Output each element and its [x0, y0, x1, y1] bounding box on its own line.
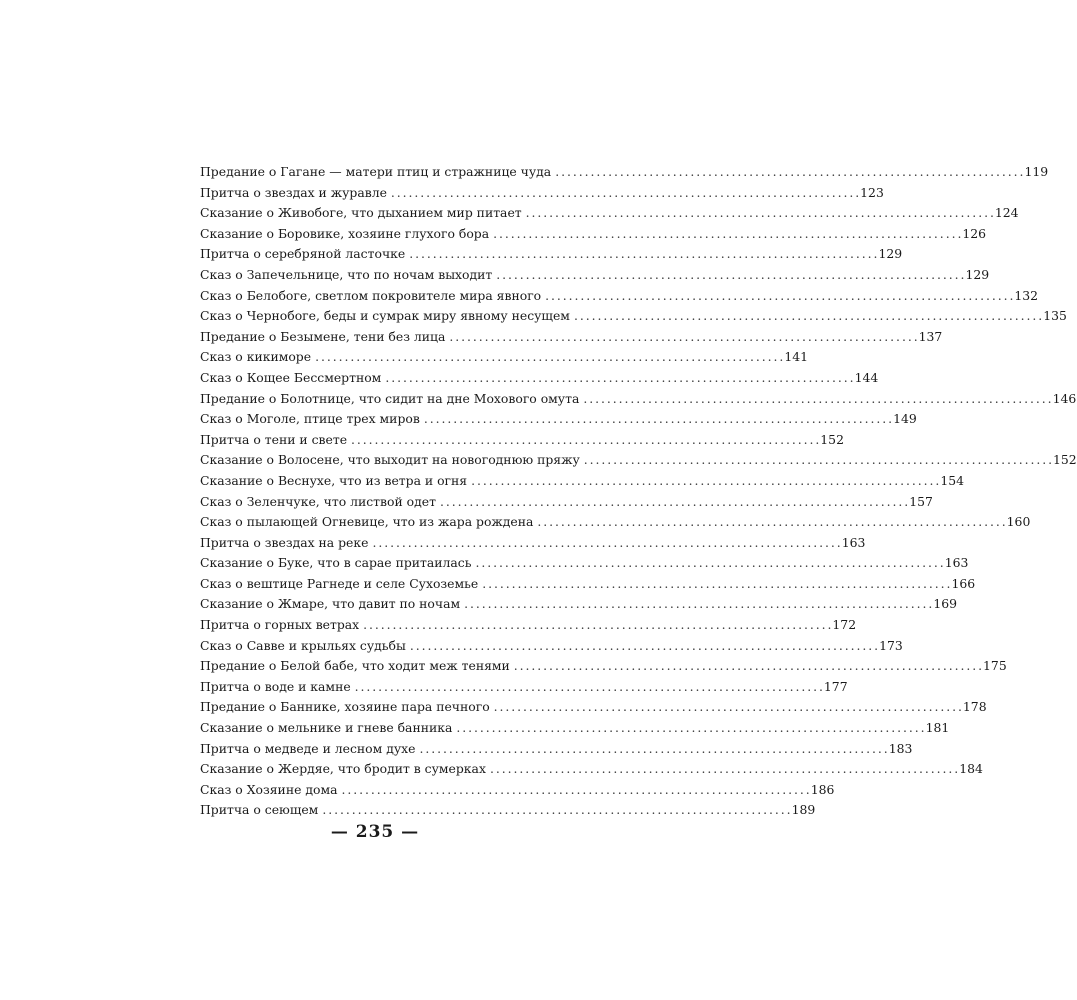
toc-entry-page: 173	[879, 637, 903, 653]
toc-entry-title: Предание о Болотнице, что сидит на дне Мохового омута	[200, 390, 580, 406]
dot-leader	[583, 389, 1050, 410]
toc-entry-title: Сказ о Хозяине дома	[200, 781, 338, 797]
toc-entry-title: Сказание о Жмаре, что давит по ночам	[200, 596, 461, 612]
toc-entry	[200, 203, 1019, 224]
toc-entry-title: Сказание о Буке, что в сарае притаилась	[200, 555, 472, 571]
toc-entry	[200, 286, 1039, 307]
dot-leader	[424, 409, 891, 430]
toc-entry-title: Притча о сеющем	[200, 802, 319, 818]
toc-entry	[200, 183, 884, 204]
toc-entry-page: 172	[832, 617, 857, 633]
toc-entry	[200, 800, 816, 821]
dot-leader	[391, 183, 858, 204]
toc-entry-title: Сказание о мельнике и гневе банника	[200, 720, 453, 736]
toc-entry-page: 141	[784, 349, 808, 365]
toc-entry	[200, 450, 1077, 471]
page-number: — 235 —	[330, 822, 420, 842]
toc-entry	[200, 697, 987, 718]
dot-leader	[464, 594, 931, 615]
toc-entry-title: Сказ о кикиморе	[200, 349, 312, 365]
toc-entry-page: 186	[810, 781, 835, 797]
toc-entry-page: 184	[959, 761, 983, 777]
dot-leader	[555, 162, 1022, 183]
toc-entry-page: 119	[1024, 164, 1049, 179]
toc-entry-title: Сказ о Зеленчуке, что листвой одет	[200, 493, 436, 509]
dot-leader	[351, 430, 818, 451]
toc-entry-page: 183	[888, 740, 913, 756]
dot-leader	[385, 368, 852, 389]
toc-entry	[200, 739, 913, 760]
dot-leader	[322, 800, 789, 821]
toc-entry	[200, 780, 835, 801]
toc-entry	[200, 430, 844, 451]
dot-leader	[584, 450, 1051, 471]
toc-entry-page: 123	[860, 184, 884, 200]
toc-entry-page: 144	[854, 369, 879, 385]
toc-entry-title: Притча о горных ветрах	[200, 617, 360, 633]
toc-entry-page: 181	[925, 720, 950, 736]
dot-leader	[409, 244, 876, 265]
toc-entry	[200, 553, 969, 574]
toc-entry-page: 163	[841, 534, 866, 550]
dot-leader	[482, 574, 949, 595]
toc-entry	[200, 471, 965, 492]
dot-leader	[574, 306, 1041, 327]
toc-entry-page: 154	[940, 472, 965, 488]
toc-entry	[200, 574, 976, 595]
dot-leader	[419, 739, 886, 760]
dot-leader	[363, 615, 830, 636]
dot-leader	[514, 656, 981, 677]
toc-entry-page: 137	[918, 328, 943, 344]
toc-entry-page: 129	[965, 266, 990, 282]
dot-leader	[537, 512, 1004, 533]
toc-entry-page: 169	[933, 596, 958, 612]
toc-entry-page: 126	[962, 225, 987, 241]
toc-entry-title: Сказ о Моголе, птице трех миров	[200, 411, 420, 427]
dot-leader	[526, 203, 993, 224]
dot-leader	[494, 697, 961, 718]
toc-entry-title: Притча о тени и свете	[200, 431, 348, 447]
dot-leader	[355, 677, 822, 698]
toc-entry-page: 177	[823, 678, 848, 694]
toc-entry	[200, 636, 903, 657]
dot-leader	[449, 327, 916, 348]
toc-entry	[200, 265, 990, 286]
toc-entry	[200, 162, 1049, 183]
toc-entry-page: 175	[983, 658, 1007, 674]
dot-leader	[440, 492, 907, 513]
toc-entry-title: Сказ о Запечельнице, что по ночам выходит	[200, 266, 493, 282]
dot-leader	[545, 286, 1012, 307]
toc-entry-page: 166	[951, 575, 976, 591]
toc-entry	[200, 533, 866, 554]
toc-entry-title: Сказ о вештице Рагнеде и селе Сухоземье	[200, 575, 479, 591]
toc-entry	[200, 244, 903, 265]
toc-entry-title: Сказание о Живобоге, что дыханием мир питает	[200, 205, 522, 221]
toc-entry-title: Сказ о Савве и крыльях судьбы	[200, 637, 406, 653]
dot-leader	[490, 759, 957, 780]
dot-leader	[456, 718, 923, 739]
toc-entry-title: Сказ о пылающей Огневице, что из жара рождена	[200, 514, 534, 530]
dot-leader	[496, 265, 963, 286]
toc-entry-page: 149	[893, 411, 917, 427]
toc-entry-title: Притча о медведе и лесном духе	[200, 740, 416, 756]
toc-entry-title: Сказ о Кощее Бессмертном	[200, 369, 382, 385]
toc-entry-title: Предание о Гагане — матери птиц и стражнице чуда	[200, 164, 552, 179]
toc-entry-title: Сказание о Жердяе, что бродит в сумерках	[200, 761, 486, 777]
toc-entry-title: Сказ о Белобоге, светлом покровителе мира явного	[200, 287, 542, 303]
dot-leader	[372, 533, 839, 554]
toc-entry	[200, 615, 857, 636]
toc-entry	[200, 759, 983, 780]
toc-entry-page: 163	[944, 555, 969, 571]
toc-entry	[200, 594, 958, 615]
toc-entry	[200, 327, 943, 348]
toc-entry-page: 178	[962, 699, 987, 715]
toc-entry-title: Притча о звездах и журавле	[200, 184, 387, 200]
dot-leader	[341, 780, 808, 801]
toc-entry-title: Сказ о Чернобоге, беды и сумрак миру явному несущем	[200, 308, 570, 324]
toc-entry-title: Притча о серебряной ласточке	[200, 246, 406, 262]
toc-entry-page: 124	[994, 205, 1019, 221]
dot-leader	[410, 636, 877, 657]
toc-entry	[200, 306, 1067, 327]
toc-entry-page: 146	[1052, 390, 1077, 406]
toc-entry-title: Предание о Безымене, тени без лица	[200, 328, 446, 344]
toc-entry-title: Притча о звездах на реке	[200, 534, 369, 550]
toc-entry-title: Предание о Белой бабе, что ходит меж тенями	[200, 658, 510, 674]
toc-entry-page: 129	[878, 246, 903, 262]
toc-entry-title: Притча о воде и камне	[200, 678, 351, 694]
toc-entry	[200, 389, 1077, 410]
toc-entry	[200, 409, 917, 430]
toc-entry-page: 132	[1014, 287, 1039, 303]
toc-entry	[200, 492, 933, 513]
toc-entry	[200, 347, 808, 368]
toc-entry-page: 135	[1043, 308, 1067, 324]
table-of-contents	[200, 162, 1077, 821]
toc-entry-page: 157	[909, 493, 933, 509]
toc-entry-title: Сказание о Боровике, хозяине глухого бора	[200, 225, 490, 241]
toc-entry-page: 152	[1053, 452, 1077, 468]
toc-entry-title: Предание о Баннике, хозяине пара печного	[200, 699, 490, 715]
toc-entry	[200, 656, 1007, 677]
toc-entry-title: Сказание о Волосене, что выходит на новогоднюю пряжу	[200, 452, 580, 468]
dot-leader	[471, 471, 938, 492]
toc-entry	[200, 512, 1031, 533]
toc-entry	[200, 224, 987, 245]
toc-entry	[200, 677, 848, 698]
toc-entry	[200, 718, 950, 739]
toc-entry-page: 152	[820, 431, 844, 447]
toc-entry-page: 160	[1006, 514, 1031, 530]
toc-entry-page: 189	[791, 802, 816, 818]
dot-leader	[475, 553, 942, 574]
dot-leader	[493, 224, 960, 245]
dot-leader	[315, 347, 782, 368]
toc-entry	[200, 368, 879, 389]
toc-entry-title: Сказание о Веснухе, что из ветра и огня	[200, 472, 468, 488]
